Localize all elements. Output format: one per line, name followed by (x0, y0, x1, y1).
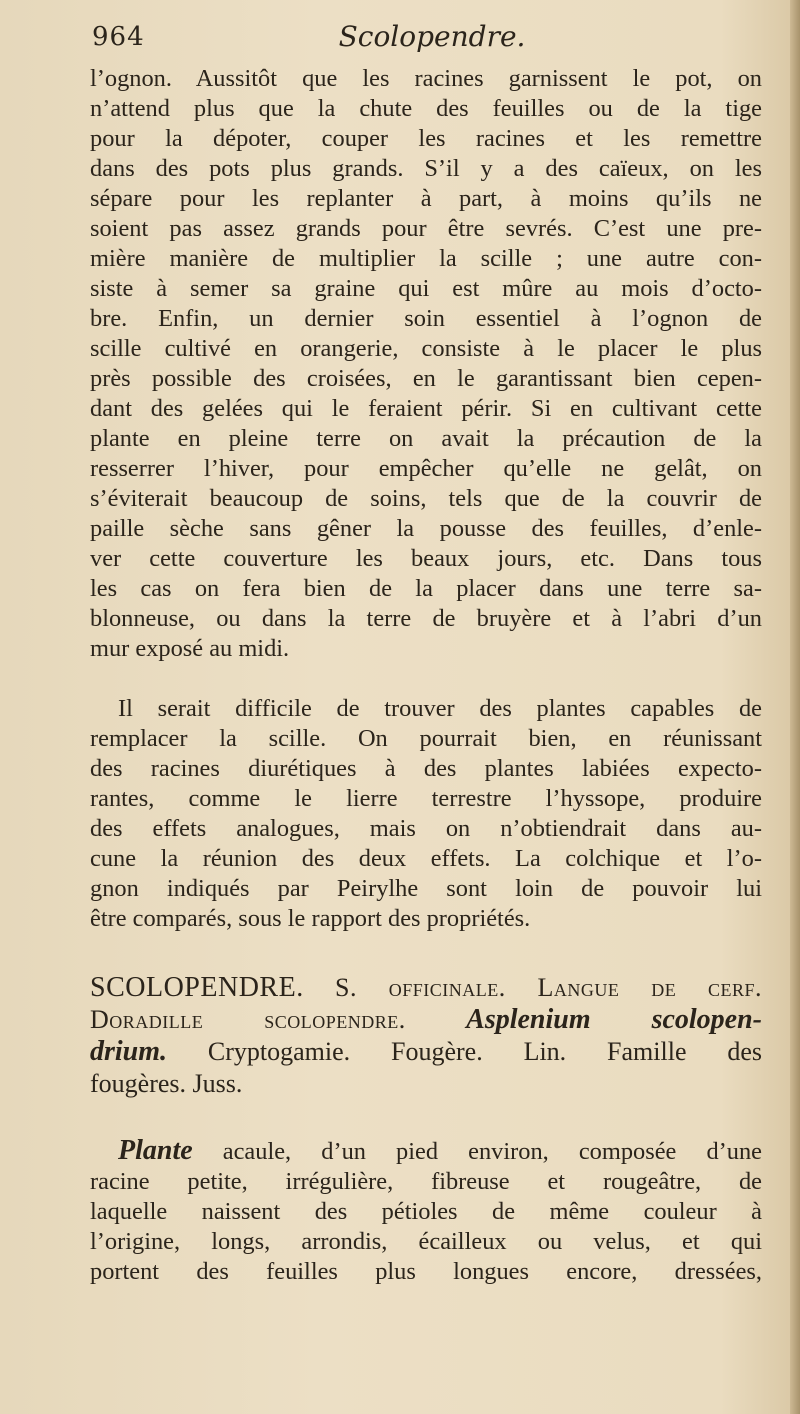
text-line: resserrer l’hiver, pour empêcher qu’elle ne gelât, on (90, 455, 762, 482)
entry-line (90, 1004, 762, 1036)
plante-line1: acaule, d’un pied environ, composée d’une (222, 1138, 762, 1165)
text-line: l’origine, longs, arrondis, écailleux ou velus, et qui (90, 1228, 762, 1255)
text-line: paille sèche sans gêner la pousse des feuilles, d’enle- (90, 515, 762, 542)
text-line: mur exposé au midi. (90, 635, 290, 662)
text-line: Il serait difficile de trouver des plantes capables de (118, 695, 762, 722)
paragraph-plante-description (90, 1136, 762, 1287)
text-line: rantes, comme le lierre terrestre l’hyssope, produire (90, 785, 762, 812)
text-line: dant des gelées qui le feraient périr. Si en cultivant cette (90, 395, 762, 422)
paragraph-scille-substitutes (90, 694, 762, 934)
entry-synonym-doradille: Doradille scolopendre. (90, 1005, 406, 1034)
text-line: s’éviterait beaucoup de soins, tels que de la couvrir de (90, 485, 762, 512)
text-line: pour la dépoter, couper les racines et les remettre (90, 125, 762, 152)
paragraph-scille-culture (90, 64, 762, 664)
entry-line (90, 1036, 762, 1068)
text-line: laquelle naissent des pétioles de même couleur à (90, 1198, 762, 1225)
text-line: n’attend plus que la chute des feuilles ou de la tige (90, 95, 762, 122)
text-line: remplacer la scille. On pourrait bien, en réunissant (90, 725, 762, 752)
text-line: les cas on fera bien de la placer dans une terre sa- (90, 575, 762, 602)
entry-headword: SCOLOPENDRE. (90, 972, 304, 1003)
text-line: racine petite, irrégulière, fibreuse et rougeâtre, de (90, 1168, 762, 1195)
page-header (92, 18, 772, 58)
text-line: sépare pour les replanter à part, à moins qu’ils ne (90, 185, 762, 212)
text-line: portent des feuilles plus longues encore, dressées, (90, 1258, 762, 1285)
entry-line (90, 972, 762, 1004)
text-line: près possible des croisées, en le garantissant bien cepen- (90, 365, 762, 392)
running-title: Scolopendre. (338, 20, 526, 53)
plante-lead-word: Plante (118, 1135, 193, 1166)
entry-line: fougères. Juss. (90, 1069, 243, 1098)
text-line: dans des pots plus grands. S’il y a des caïeux, on les (90, 155, 762, 182)
text-line: scille cultivé en orangerie, consiste à le placer le plus (90, 335, 762, 362)
text-line: plante en pleine terre on avait la précaution de la (90, 425, 762, 452)
text-line: être comparés, sous le rapport des propriétés. (90, 905, 531, 932)
text-line: gnon indiqués par Peirylhe sont loin de pouvoir lui (90, 875, 762, 902)
text-line: des racines diurétiques à des plantes labiées expecto- (90, 755, 762, 782)
text-line: des effets analogues, mais on n’obtiendrait dans au- (90, 815, 762, 842)
text-line: bre. Enfin, un dernier soin essentiel à l’ognon de (90, 305, 762, 332)
text-line: blonneuse, ou dans la terre de bruyère et à l’abri d’un (90, 605, 762, 632)
entry-scolopendre (90, 972, 762, 1100)
text-line: mière manière de multiplier la scille ; une autre con- (90, 245, 762, 272)
text-line (90, 1136, 762, 1167)
entry-latin-name-end: drium. (90, 1036, 168, 1067)
page-number: 964 (92, 22, 145, 52)
text-line: siste à semer sa graine qui est mûre au mois d’octo- (90, 275, 762, 302)
entry-classification: Cryptogamie. Fougère. Lin. Famille des (207, 1037, 763, 1066)
text-line: soient pas assez grands pour être sevrés. C’est une pre- (90, 215, 762, 242)
text-line: l’ognon. Aussitôt que les racines garnissent le pot, on (90, 65, 762, 92)
entry-synonyms: S. officinale. Langue de cerf. (335, 973, 762, 1002)
text-line: cune la réunion des deux effets. La colchique et l’o- (90, 845, 762, 872)
entry-latin-name: Asplenium scolopen- (466, 1004, 762, 1035)
page-edge (790, 0, 800, 1414)
text-line: ver cette couverture les beaux jours, etc. Dans tous (90, 545, 762, 572)
